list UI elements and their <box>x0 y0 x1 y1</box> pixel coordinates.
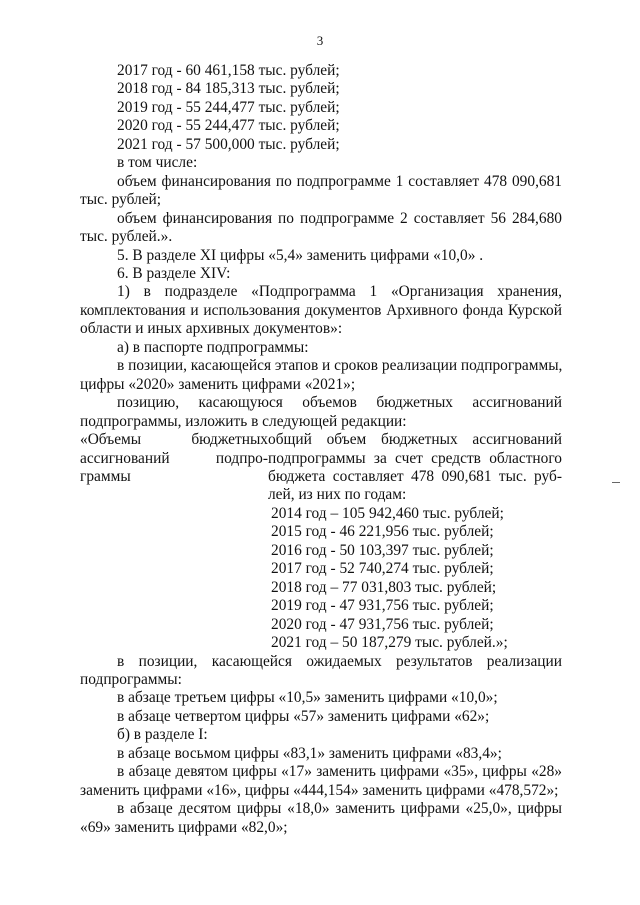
paragraph-line: в абзаце десятом цифры «18,0» заменить цифрами «25,0», цифры <box>117 800 562 818</box>
passport-table <box>80 431 562 652</box>
table-value-line: бюджета составляет 478 090,681 тыс. руб- <box>268 467 562 485</box>
table-year-line: 2017 год - 52 740,274 тыс. рублей; <box>271 560 494 578</box>
paragraph-line: объем финансирования по подпрограмме 1 составляет 478 090,681 <box>117 172 562 190</box>
table-value-line: лей, из них по годам: <box>268 486 407 504</box>
paragraph-line: подпрограммы, изложить в следующей редакции: <box>80 412 407 430</box>
paragraph-line: заменить цифрами «16», цифры «444,154» заменить цифрами «478,572»; <box>80 781 559 799</box>
paragraph-line: 2018 год - 84 185,313 тыс. рублей; <box>117 80 340 98</box>
paragraph-line: 2017 год - 60 461,158 тыс. рублей; <box>117 62 340 79</box>
passport-table-value-column <box>268 431 562 652</box>
passport-table-label-column <box>80 431 268 652</box>
table-label-line: ассигнований подпро- <box>80 449 268 467</box>
paragraph-line: объем финансирования по подпрограмме 2 составляет 56 284,680 <box>117 209 562 227</box>
paragraph-line: 2019 год - 55 244,477 тыс. рублей; <box>117 98 340 116</box>
paragraph-line: позицию, касающуюся объемов бюджетных ассигнований <box>117 394 562 412</box>
table-label-line: граммы <box>80 467 131 485</box>
table-year-line: 2020 год - 47 931,756 тыс. рублей; <box>271 615 494 633</box>
paragraph-line: тыс. рублей.». <box>80 228 173 246</box>
table-value-line: общий объем бюджетных ассигнований <box>268 431 562 449</box>
paragraph-line: 2021 год - 57 500,000 тыс. рублей; <box>117 135 340 153</box>
paragraph-line: области и иных архивных документов»: <box>80 320 343 338</box>
page-number: 3 <box>316 33 324 48</box>
paragraph-line: тыс. рублей; <box>80 191 162 209</box>
paragraph-line: 6. В разделе XIV: <box>117 264 231 282</box>
paragraph-line: в позиции, касающейся ожидаемых результатов реализации <box>117 652 562 670</box>
paragraph-line: в абзаце четвертом цифры «57» заменить цифрами «62»; <box>117 707 490 725</box>
paragraph-line: в абзаце восьмом цифры «83,1» заменить цифрами «83,4»; <box>117 744 502 762</box>
paragraph-line: «69» заменить цифрами «82,0»; <box>80 818 288 836</box>
table-year-line: 2018 год – 77 031,803 тыс. рублей; <box>271 578 497 596</box>
paragraph-line: подпрограммы: <box>80 670 182 688</box>
table-year-line: 2014 год – 105 942,460 тыс. рублей; <box>271 504 504 522</box>
paragraph-line: 5. В разделе XI цифры «5,4» заменить цифрами «10,0» . <box>117 246 484 264</box>
paragraph-line: в абзаце девятом цифры «17» заменить цифрами «35», цифры «28» <box>117 763 562 781</box>
table-value-line: подпрограммы за счет средств областного <box>268 449 562 467</box>
paragraph-line: а) в паспорте подпрограммы: <box>117 338 309 356</box>
paragraph-line: в позиции, касающейся этапов и сроков реализации подпрограммы, <box>117 357 563 375</box>
paragraph-line: б) в разделе I: <box>117 726 208 744</box>
table-year-line: 2015 год - 46 221,956 тыс. рублей; <box>271 523 494 541</box>
table-year-line: 2021 год – 50 187,279 тыс. рублей.»; <box>271 634 508 652</box>
paragraph-line: 2020 год - 55 244,477 тыс. рублей; <box>117 117 340 135</box>
paragraph-line: в том числе: <box>117 154 198 172</box>
paragraph-line: 1) в подразделе «Подпрограмма 1 «Организация хранения, <box>117 283 562 301</box>
table-year-line: 2016 год - 50 103,397 тыс. рублей; <box>271 541 494 559</box>
paragraph-line: комплектования и использования документов Архивного фонда Курской <box>80 301 562 319</box>
paragraph-line: цифры «2020» заменить цифрами «2021»; <box>80 375 356 393</box>
table-label-line: «Объемы бюджетных <box>80 431 268 449</box>
table-year-line: 2019 год - 47 931,756 тыс. рублей; <box>271 597 494 615</box>
document-body <box>80 62 562 837</box>
margin-mark <box>612 482 620 483</box>
paragraph-line: в абзаце третьем цифры «10,5» заменить цифрами «10,0»; <box>117 689 498 707</box>
